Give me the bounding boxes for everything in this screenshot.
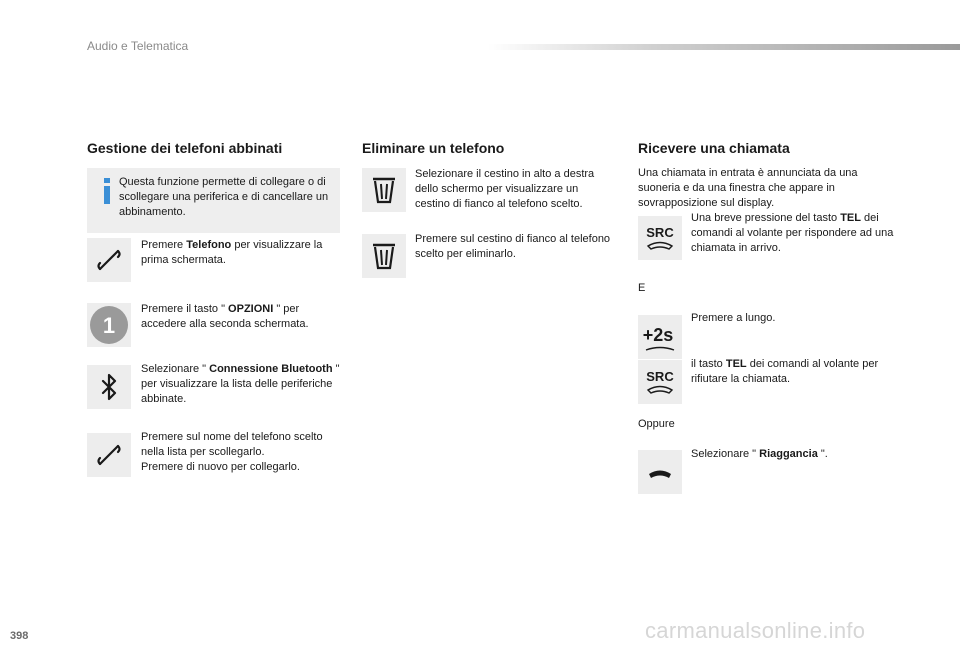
page-number: 398 — [10, 630, 29, 642]
header-bar — [488, 44, 960, 50]
bluetooth-icon — [87, 365, 131, 409]
hang-up-icon — [638, 450, 682, 494]
step4-line1: Premere sul nome del telefono scelto nella lista per scollegarlo. — [141, 431, 323, 458]
info-icon — [97, 176, 117, 206]
src-button-icon — [638, 360, 682, 404]
src-button-icon — [638, 216, 682, 260]
trash-icon-box — [362, 168, 406, 212]
bluetooth-icon-box — [87, 365, 131, 409]
long-press-text: Premere a lungo. — [691, 312, 776, 324]
phone-icon — [87, 433, 131, 477]
or-text-1: E — [638, 282, 646, 294]
phone-icon-box-2 — [87, 433, 131, 477]
trash-icon — [362, 168, 406, 212]
step4-text — [141, 430, 346, 475]
step3-text: Selezionare " Connessione Bluetooth " per visualizzare la lista delle periferiche abbinate. — [141, 363, 340, 405]
step4-line2: Premere di nuovo per collegarlo. — [141, 461, 300, 473]
badge-number: 1 — [102, 313, 116, 338]
src-icon-box — [638, 216, 682, 260]
phone-icon — [87, 238, 131, 282]
section-title-paired-phones: Gestione dei telefoni abbinati — [87, 140, 283, 156]
section-title-delete-phone: Eliminare un telefono — [362, 140, 505, 156]
trash-icon-box-2 — [362, 234, 406, 278]
hangup-icon-box — [638, 450, 682, 494]
info-box — [87, 168, 340, 233]
reject-text: il tasto TEL dei comandi al volante per rifiutare la chiamata. — [691, 358, 879, 385]
hangup-text: Selezionare " Riaggancia ". — [691, 448, 828, 460]
short-press-text: Una breve pressione del tasto TEL dei comandi al volante per rispondere ad una chiamata in arrivo. — [691, 212, 894, 254]
delete-step2-text: Premere sul cestino di fianco al telefono scelto per eliminarlo. — [415, 233, 611, 260]
long-press-badge: +2s — [642, 325, 674, 345]
step-number-badge — [87, 303, 131, 347]
step1-text: Premere Telefono per visualizzare la prima schermata. — [141, 239, 323, 266]
or-text-2: Oppure — [638, 418, 675, 430]
number-one-icon — [87, 303, 131, 347]
long-press-2s-icon — [638, 315, 682, 359]
info-text: Questa funzione permette di collegare o di scollegare una periferica e di cancellare un abbinamento. — [119, 176, 329, 218]
src-icon-box-2 — [638, 360, 682, 404]
delete-step1-text: Selezionare il cestino in alto a destra dello schermo per visualizzare un cestino di fianco al telefono scelto. — [415, 168, 595, 210]
section-title-receive-call: Ricevere una chiamata — [638, 140, 790, 156]
step2-text: Premere il tasto " OPZIONI " per accedere alla seconda schermata. — [141, 303, 309, 330]
long-press-icon-box — [638, 315, 682, 359]
src-label: SRC — [646, 225, 674, 240]
src-label: SRC — [646, 369, 674, 384]
watermark: carmanualsonline.info — [645, 618, 866, 643]
receive-intro-text: Una chiamata in entrata è annunciata da una suoneria e da una finestra che appare in sovrapposizione sul display. — [638, 167, 858, 209]
header-title: Audio e Telematica — [87, 39, 189, 53]
trash-icon — [362, 234, 406, 278]
phone-icon-box — [87, 238, 131, 282]
